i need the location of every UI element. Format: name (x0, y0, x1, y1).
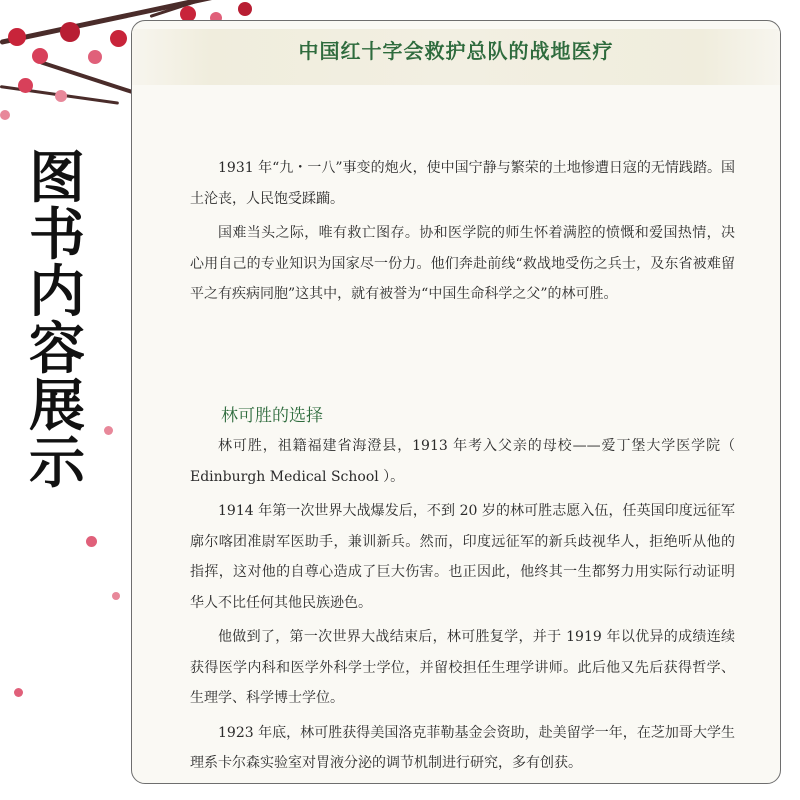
side-title-char: 示 (29, 431, 85, 496)
section-text (190, 431, 735, 783)
book-page (131, 20, 781, 784)
side-title (22, 146, 92, 496)
paragraph: 他做到了，第一次世界大战结束后，林可胜复学，并于 1919 年以优异的成绩连续获得医学内科和医学外科学士学位，并留校担任生理学讲师。此后他又先后获得哲学、生理学、科学博士学位。 (190, 629, 735, 706)
side-title-char: 容 (29, 317, 85, 382)
side-title-char: 内 (29, 260, 85, 325)
paragraph: 国难当头之际，唯有救亡图存。协和医学院的师生怀着满腔的愤慨和爱国热情，决心用自己的专业知识为国家尽一份力。他们奔赴前线“救战地受伤之兵士，及东省被难留平之有疾病同胞”这其中，就有被誉为“中国生命科学之父”的林可胜。 (190, 225, 735, 302)
paragraph: 林可胜，祖籍福建省海澄县，1913 年考入父亲的母校——爱丁堡大学医学院（ Edinburgh Medical School ）。 (190, 438, 735, 485)
side-title-char: 图 (29, 146, 85, 211)
paragraph: 1914 年第一次世界大战爆发后，不到 20 岁的林可胜志愿入伍，任英国印度远征军廓尔喀团准尉军医助手，兼训新兵。然而，印度远征军的新兵歧视华人，拒绝听从他的指挥，这对他的自尊心造成了巨大伤害。也正因此，他终其一生都努力用实际行动证明华人不比任何其他民族逊色。 (190, 503, 735, 611)
side-title-char: 展 (29, 374, 85, 439)
section-heading: 林可胜的选择 (221, 406, 323, 426)
side-title-char: 书 (29, 203, 85, 268)
paragraph: 1931 年“九・一八”事变的炮火，使中国宁静与繁荣的土地惨遭日寇的无情践踏。国土沦丧，人民饱受蹂躏。 (190, 160, 735, 207)
chapter-title: 中国红十字会救护总队的战地医疗 (298, 39, 614, 63)
paragraph: 1923 年底，林可胜获得美国洛克菲勒基金会资助，赴美留学一年，在芝加哥大学生理系卡尔森实验室对胃液分泌的调节机制进行研究，多有创获。 (190, 724, 735, 771)
intro-text (190, 153, 735, 314)
